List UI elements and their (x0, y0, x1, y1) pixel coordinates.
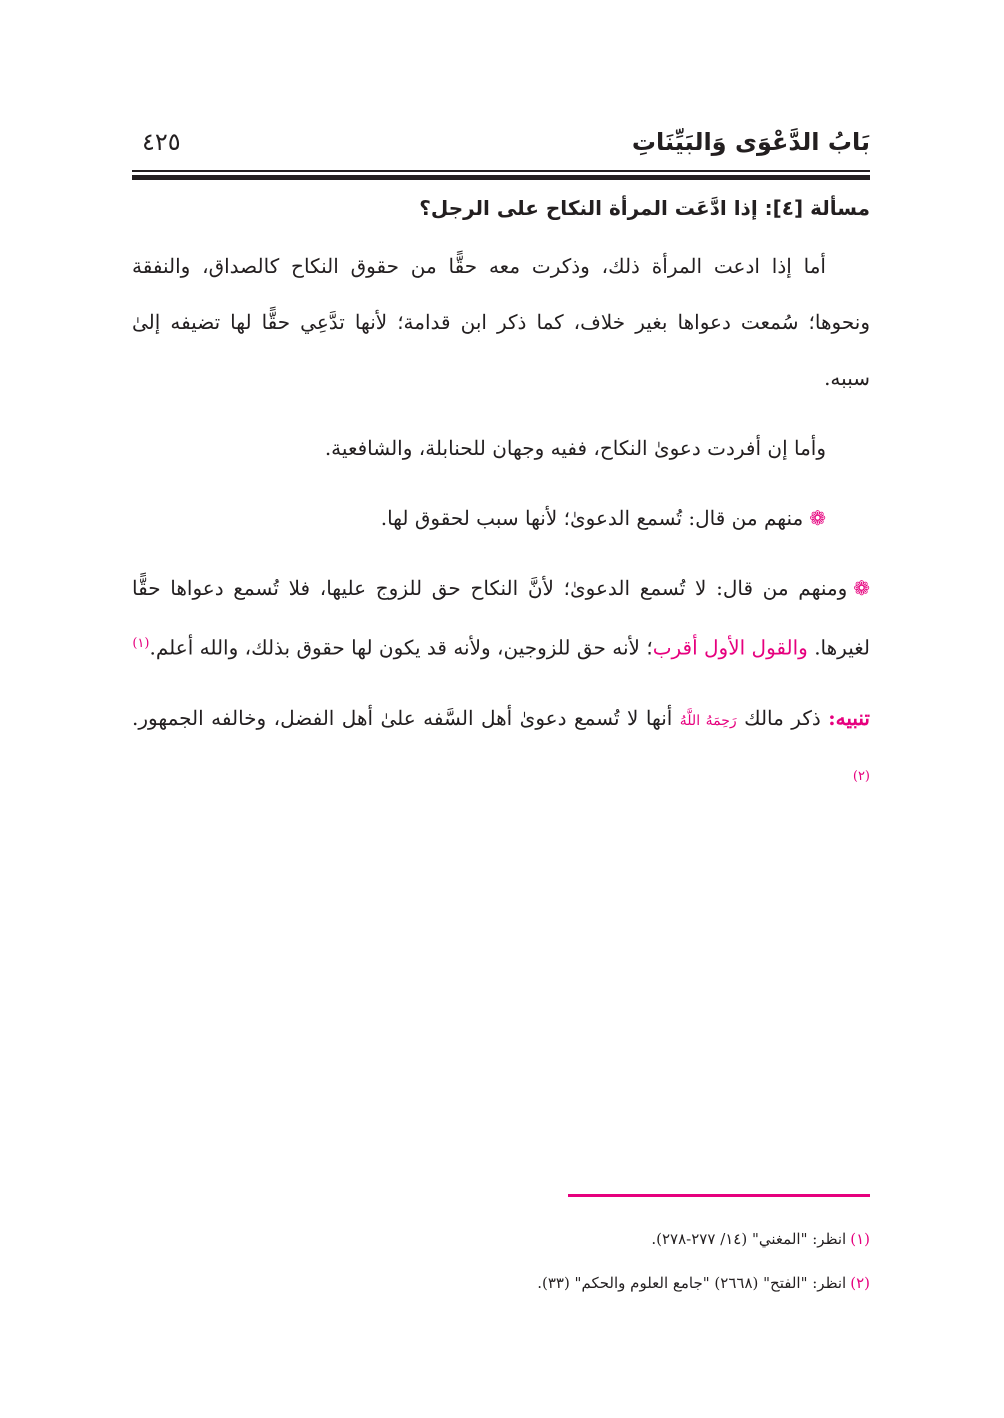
footnote-number-1: (١) (850, 1230, 870, 1248)
section-heading: مسألة [٤]: إذا ادَّعَت المرأة النكاح على الرجل؟ (419, 196, 870, 220)
footnotes (132, 1224, 870, 1312)
paragraph-2: وأما إن أفردت دعوىٰ النكاح، ففيه وجهان للحنابلة، والشافعية. (324, 436, 826, 460)
footnote-text-1: انظر: "المغني" (١٤/ ٢٧٧-٢٧٨). (651, 1230, 847, 1248)
flower-bullet-icon: ❁ (853, 576, 870, 600)
note-text-2: أنها لا تُسمع دعوىٰ أهل السَّفه علىٰ أهل الفضل، وخالفه الجمهور. (132, 705, 673, 730)
footnote-ref-2[interactable]: (٢) (852, 768, 870, 784)
flower-bullet-icon: ❁ (809, 506, 826, 530)
bullet-item-2 (132, 560, 870, 676)
bullet-text-1: منهم من قال: تُسمع الدعوىٰ؛ لأنها سبب لحقوق لها. (380, 506, 804, 530)
note-label: تنبيه: (828, 705, 870, 730)
footnote-text-2: انظر: "الفتح" (٢٦٦٨) "جامع العلوم والحكم" (٣٣). (537, 1274, 847, 1292)
highlighted-opinion: والقول الأول أقرب (652, 635, 808, 660)
footnote-ref-1[interactable]: (١) (132, 636, 150, 651)
bullet-text-2-end: ؛ لأنه حق للزوجين، ولأنه قد يكون لها حقوق بذلك، والله أعلم. (149, 635, 653, 660)
honorific-glyph: رَحِمَهُ اللَّهُ (679, 712, 737, 729)
page-number: ٤٢٥ (142, 128, 181, 156)
page-header (132, 120, 870, 172)
footnote-1 (132, 1224, 870, 1254)
bullet-item-1 (132, 490, 870, 546)
footnote-separator (568, 1194, 870, 1197)
main-text (132, 180, 870, 822)
running-title: بَابُ الدَّعْوَى وَالبَيِّنَاتِ (631, 128, 870, 156)
note-paragraph (132, 690, 870, 809)
paragraph-1: أما إذا ادعت المرأة ذلك، وذكرت معه حقًّا من حقوق النكاح كالصداق، والنفقة ونحوها؛ سُمعت دعواها بغير خلاف، كما ذكر ابن قدامة؛ لأنها تدَّعِي حقًّا لها تضيفه إلىٰ سببه. (132, 254, 870, 390)
footnote-number-2: (٢) (850, 1274, 870, 1292)
footnote-2 (132, 1268, 870, 1298)
header-rule-thin (132, 170, 870, 172)
note-text-1: ذكر مالك (744, 705, 821, 730)
bullet-text-2-start: ومنهم من قال: لا تُسمع الدعوىٰ؛ لأنَّ النكاح حق للزوج عليها، فلا تُسمع دعواها حقًّا لغيرها. (132, 576, 870, 660)
